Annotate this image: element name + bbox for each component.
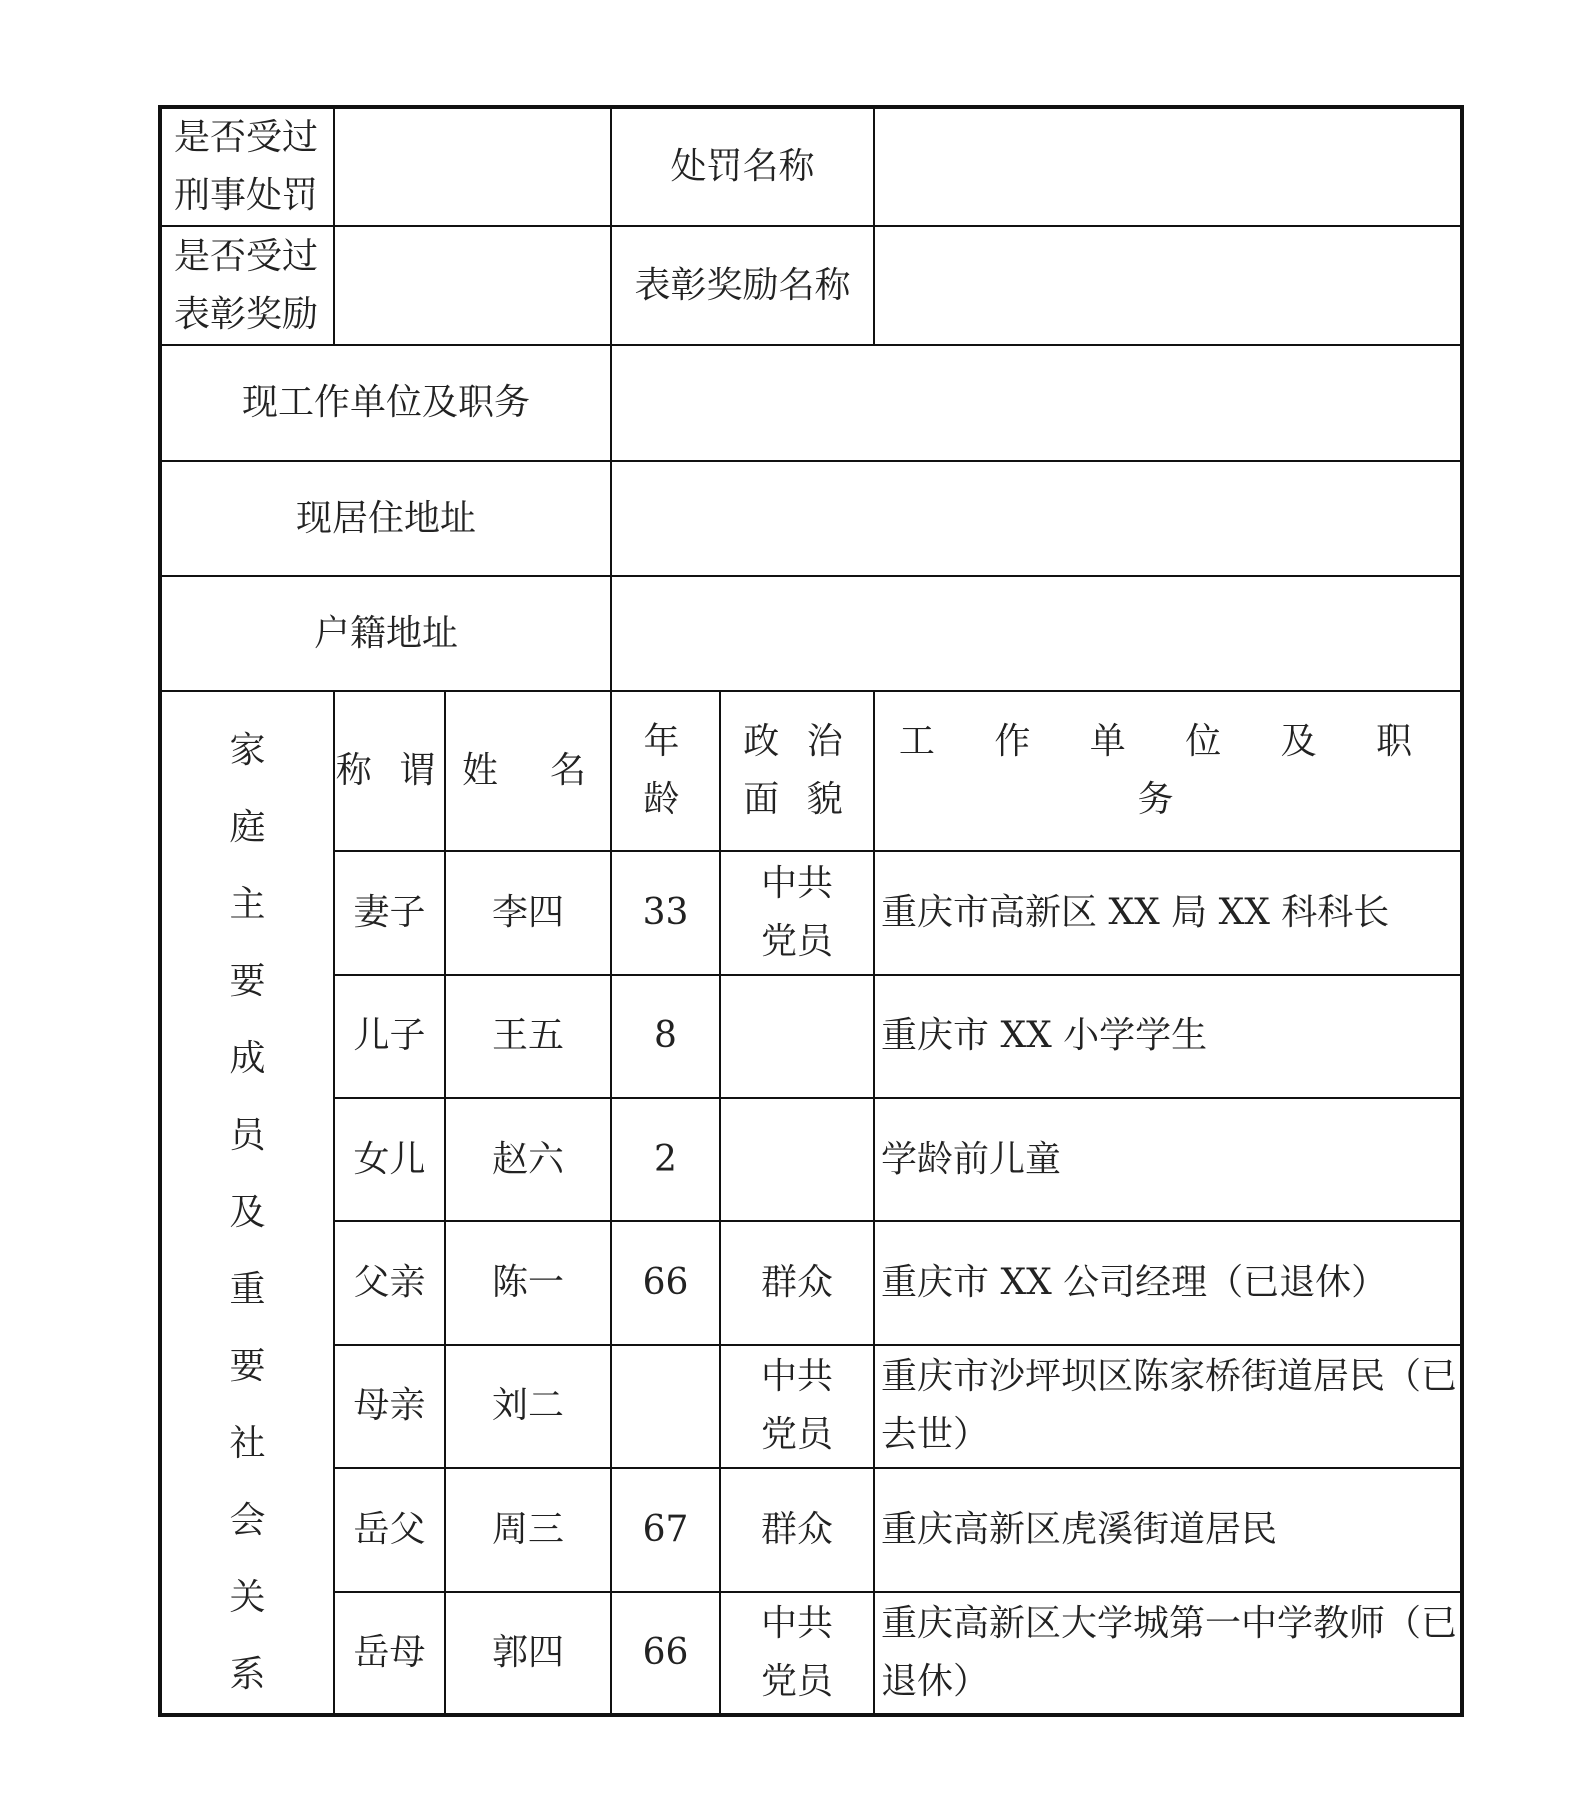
member-political-line1: 中共 [761, 1602, 834, 1644]
header-name: 姓 名 [445, 691, 611, 851]
award-name-label: 表彰奖励名称 [611, 226, 874, 345]
household-label: 户籍地址 [160, 576, 611, 691]
member-age: 67 [611, 1468, 720, 1591]
criminal-label-line1: 是否受过 [174, 117, 319, 158]
family-member-row [160, 1098, 1462, 1221]
header-political-line2: 面 貌 [743, 779, 851, 821]
member-work: 重庆高新区虎溪街道居民 [874, 1468, 1462, 1591]
family-side-char: 成 [229, 1038, 266, 1079]
member-relation: 妻子 [334, 851, 445, 974]
member-political-line2: 党员 [761, 921, 834, 963]
member-relation: 女儿 [334, 1098, 445, 1221]
member-work: 重庆市 XX 公司经理（已退休） [874, 1221, 1462, 1344]
household-field[interactable] [611, 576, 1462, 691]
family-member-row [160, 851, 1462, 974]
member-political-line1: 中共 [761, 1356, 834, 1398]
member-age: 33 [611, 851, 720, 974]
award-row [160, 226, 1462, 345]
member-name: 陈一 [445, 1221, 611, 1344]
family-side-char: 要 [229, 1346, 266, 1387]
member-age: 8 [611, 975, 720, 1098]
award-value-field[interactable] [334, 226, 611, 345]
member-relation: 岳母 [334, 1592, 445, 1715]
member-work: 学龄前儿童 [874, 1098, 1462, 1221]
household-row [160, 576, 1462, 691]
punishment-name-label: 处罚名称 [611, 107, 874, 226]
member-political [720, 1468, 874, 1591]
family-side-char: 重 [229, 1269, 266, 1310]
member-political-line2: 党员 [761, 1414, 834, 1456]
member-age: 2 [611, 1098, 720, 1221]
award-name-field[interactable] [874, 226, 1462, 345]
family-member-row [160, 975, 1462, 1098]
family-side-char: 主 [229, 884, 266, 925]
member-work: 重庆市 XX 小学学生 [874, 975, 1462, 1098]
header-political [720, 691, 874, 851]
personal-info-form-table [158, 105, 1464, 1717]
header-relation: 称 谓 [334, 691, 445, 851]
criminal-value-field[interactable] [334, 107, 611, 226]
criminal-label [160, 107, 334, 226]
family-side-char: 要 [229, 961, 266, 1002]
work-label: 现工作单位及职务 [160, 345, 611, 461]
member-name: 赵六 [445, 1098, 611, 1221]
family-side-char: 家 [229, 730, 266, 771]
member-political [720, 1592, 874, 1715]
award-label [160, 226, 334, 345]
member-relation: 母亲 [334, 1345, 445, 1468]
family-side-char: 会 [229, 1500, 266, 1541]
residence-field[interactable] [611, 461, 1462, 576]
member-relation: 父亲 [334, 1221, 445, 1344]
member-political-line1: 群众 [761, 1262, 834, 1304]
family-member-row [160, 1592, 1462, 1715]
family-member-row [160, 1468, 1462, 1591]
punishment-name-field[interactable] [874, 107, 1462, 226]
member-name: 王五 [445, 975, 611, 1098]
member-name: 周三 [445, 1468, 611, 1591]
work-row [160, 345, 1462, 461]
family-side-char: 庭 [229, 807, 266, 848]
residence-label: 现居住地址 [160, 461, 611, 576]
member-age: 66 [611, 1221, 720, 1344]
member-name: 郭四 [445, 1592, 611, 1715]
family-side-char: 员 [229, 1115, 266, 1156]
member-age [611, 1345, 720, 1468]
family-side-char: 及 [229, 1192, 266, 1233]
family-side-label [160, 691, 334, 1715]
member-work: 重庆市高新区 XX 局 XX 科科长 [874, 851, 1462, 974]
criminal-label-line2: 刑事处罚 [174, 175, 319, 216]
criminal-row [160, 107, 1462, 226]
family-member-row [160, 1221, 1462, 1344]
member-name: 刘二 [445, 1345, 611, 1468]
family-member-row [160, 1345, 1462, 1468]
member-political [720, 1345, 874, 1468]
member-work: 重庆高新区大学城第一中学教师（已退休） [874, 1592, 1462, 1715]
member-political-line1: 群众 [761, 1508, 834, 1550]
family-side-char: 社 [229, 1423, 266, 1464]
family-header-row [160, 691, 1462, 851]
member-political-line2: 党员 [761, 1660, 834, 1702]
header-work: 工 作 单 位 及 职 务 [874, 691, 1462, 851]
member-relation: 儿子 [334, 975, 445, 1098]
member-relation: 岳父 [334, 1468, 445, 1591]
member-political [720, 851, 874, 974]
member-political-line1: 中共 [761, 863, 834, 905]
member-political [720, 975, 874, 1098]
header-political-line1: 政 治 [743, 721, 851, 763]
member-work: 重庆市沙坪坝区陈家桥街道居民（已去世） [874, 1345, 1462, 1468]
member-political [720, 1098, 874, 1221]
family-side-char: 系 [229, 1654, 266, 1695]
award-label-line2: 表彰奖励 [174, 293, 319, 335]
header-age: 年 龄 [611, 691, 720, 851]
member-political [720, 1221, 874, 1344]
award-label-line1: 是否受过 [174, 235, 319, 277]
family-side-char: 关 [229, 1577, 266, 1618]
residence-row [160, 461, 1462, 576]
work-field[interactable] [611, 345, 1462, 461]
member-name: 李四 [445, 851, 611, 974]
member-age: 66 [611, 1592, 720, 1715]
